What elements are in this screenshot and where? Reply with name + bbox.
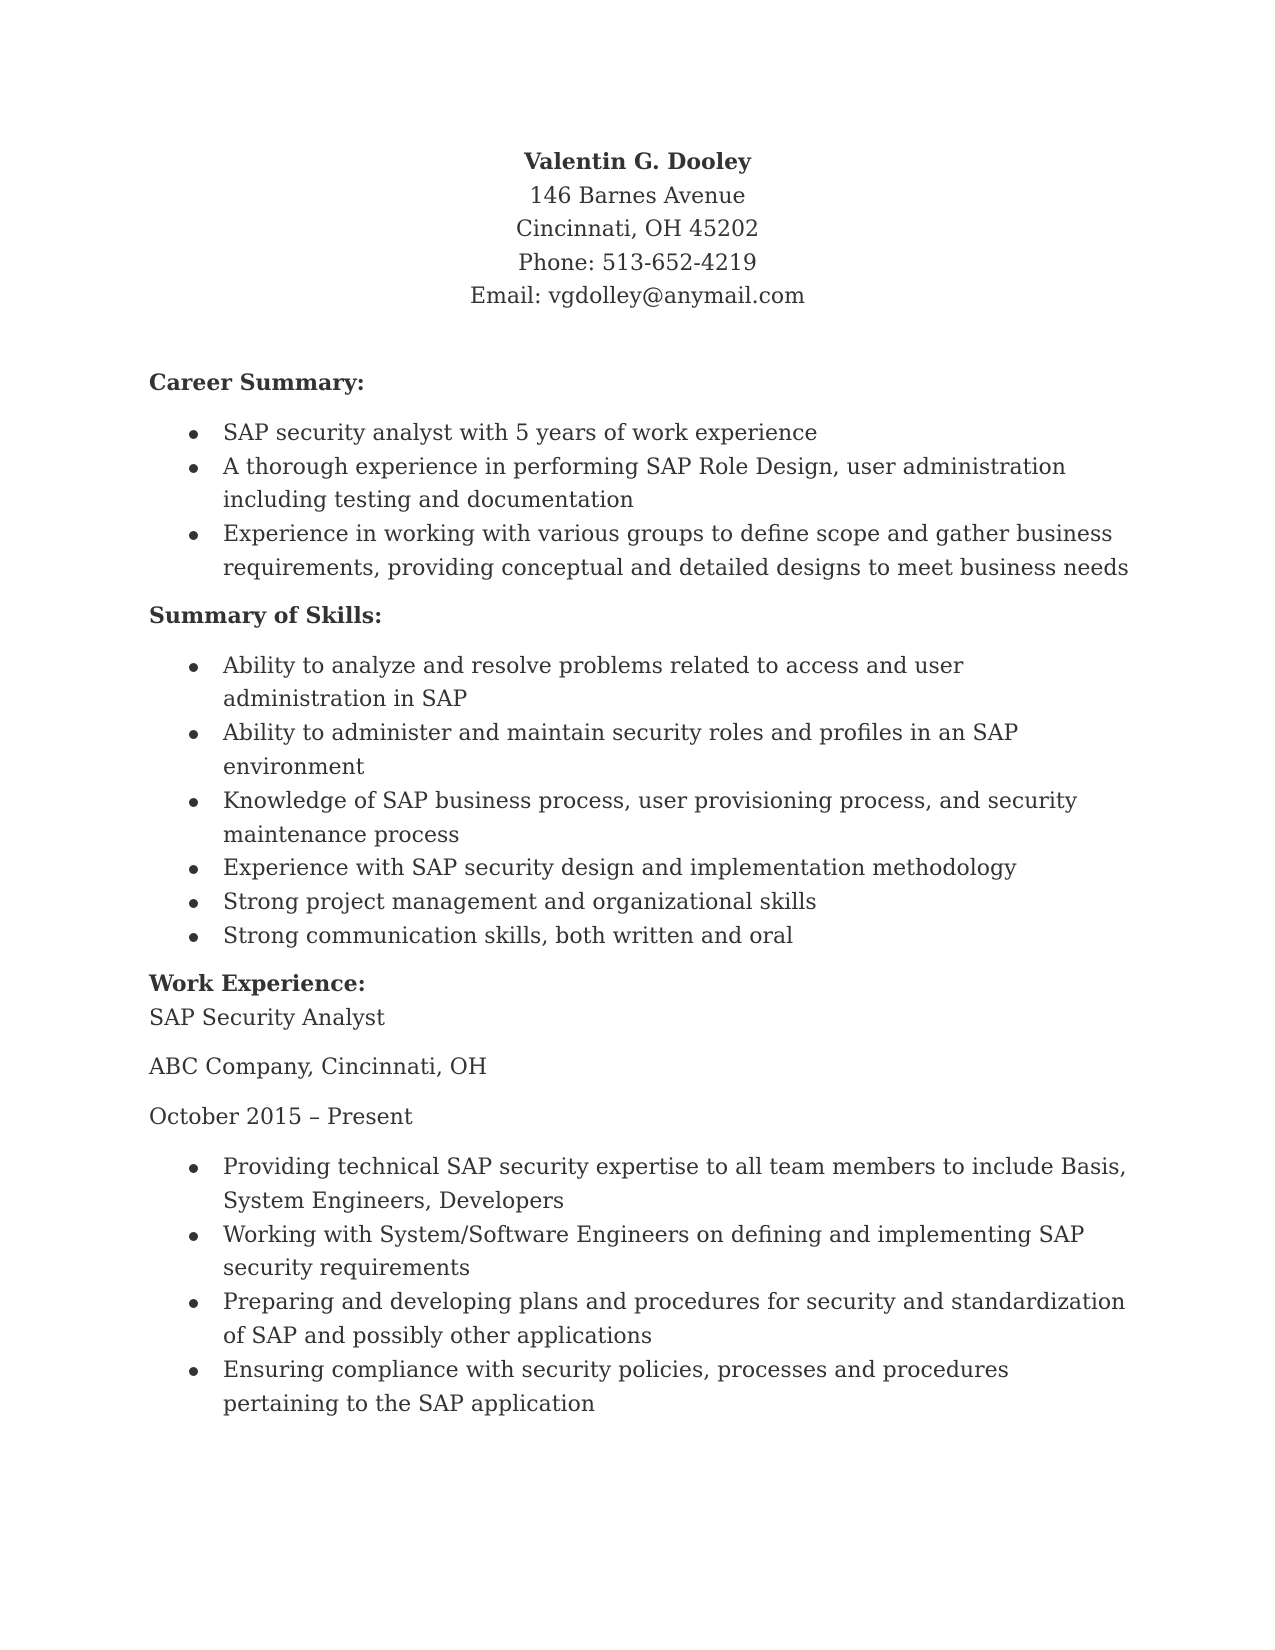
list-item [149, 920, 1129, 954]
list-item-text: Providing technical SAP security expertise to all team members to include Basis, System Engineers, Developers [223, 1154, 1127, 1214]
list-item [149, 717, 1129, 785]
list-item [149, 785, 1129, 853]
list-item-text: Knowledge of SAP business process, user provisioning process, and security maintenance process [223, 788, 1078, 848]
bullet-icon [189, 531, 198, 540]
list-item-text: Ability to administer and maintain security roles and profiles in an SAP environment [223, 721, 1019, 780]
career-summary-heading: Career Summary: [149, 370, 365, 396]
bullet-icon [189, 730, 198, 739]
bullet-icon [189, 464, 198, 473]
list-item [149, 518, 1129, 586]
bullet-icon [189, 430, 198, 439]
bullet-icon [189, 798, 198, 807]
resume-body [149, 367, 1129, 1421]
bullet-icon [189, 663, 198, 672]
list-item-text: Ability to analyze and resolve problems related to access and user administration in SAP [223, 653, 964, 713]
list-item [149, 1286, 1129, 1354]
career-summary-list [149, 417, 1129, 586]
work-experience-heading: Work Experience: [149, 970, 366, 997]
list-item-text: Strong project management and organizational skills [223, 890, 817, 916]
job-title: SAP Security Analyst [149, 1005, 385, 1031]
email-line: Email: vgdolley@anymail.com [469, 284, 806, 309]
bullet-icon [189, 1164, 198, 1173]
resume-header [0, 146, 1275, 314]
bullet-icon [189, 865, 198, 874]
list-item [149, 852, 1129, 886]
list-item-text: SAP security analyst with 5 years of work experience [223, 420, 818, 446]
list-item-text: Experience with SAP security design and implementation methodology [223, 856, 1017, 882]
bullet-icon [189, 899, 198, 908]
list-item [149, 417, 1129, 451]
address-line: 146 Barnes Avenue [529, 183, 746, 209]
bullet-icon [189, 1367, 198, 1376]
work-duties-list [149, 1151, 1129, 1421]
list-item-text: Working with System/Software Engineers on defining and implementing SAP security requirements [223, 1222, 1085, 1282]
list-item [149, 451, 1129, 519]
employment-dates: October 2015 – Present [149, 1105, 413, 1131]
candidate-name: Valentin G. Dooley [524, 149, 751, 175]
list-item [149, 1151, 1129, 1219]
city-line: Cincinnati, OH 45202 [516, 217, 759, 242]
skills-heading: Summary of Skills: [149, 602, 383, 629]
company-line: ABC Company, Cincinnati, OH [149, 1055, 488, 1081]
list-item-text: Experience in working with various groups to define scope and gather business requirements, providing conceptual and detailed designs to meet business needs [223, 522, 1129, 581]
phone-line: Phone: 513-652-4219 [518, 250, 757, 276]
list-item-text: Ensuring compliance with security policies, processes and procedures pertaining to the SAP application [223, 1357, 1009, 1417]
list-item [149, 650, 1129, 718]
list-item [149, 886, 1129, 920]
list-item [149, 1354, 1129, 1422]
bullet-icon [189, 933, 198, 942]
list-item [149, 1219, 1129, 1287]
list-item-text: Strong communication skills, both written and oral [223, 923, 794, 949]
bullet-icon [189, 1299, 198, 1308]
list-item-text: Preparing and developing plans and procedures for security and standardization of SAP and possibly other applications [223, 1290, 1126, 1349]
skills-list [149, 650, 1129, 954]
bullet-icon [189, 1232, 198, 1241]
list-item-text: A thorough experience in performing SAP Role Design, user administration including testing and documentation [223, 454, 1066, 514]
